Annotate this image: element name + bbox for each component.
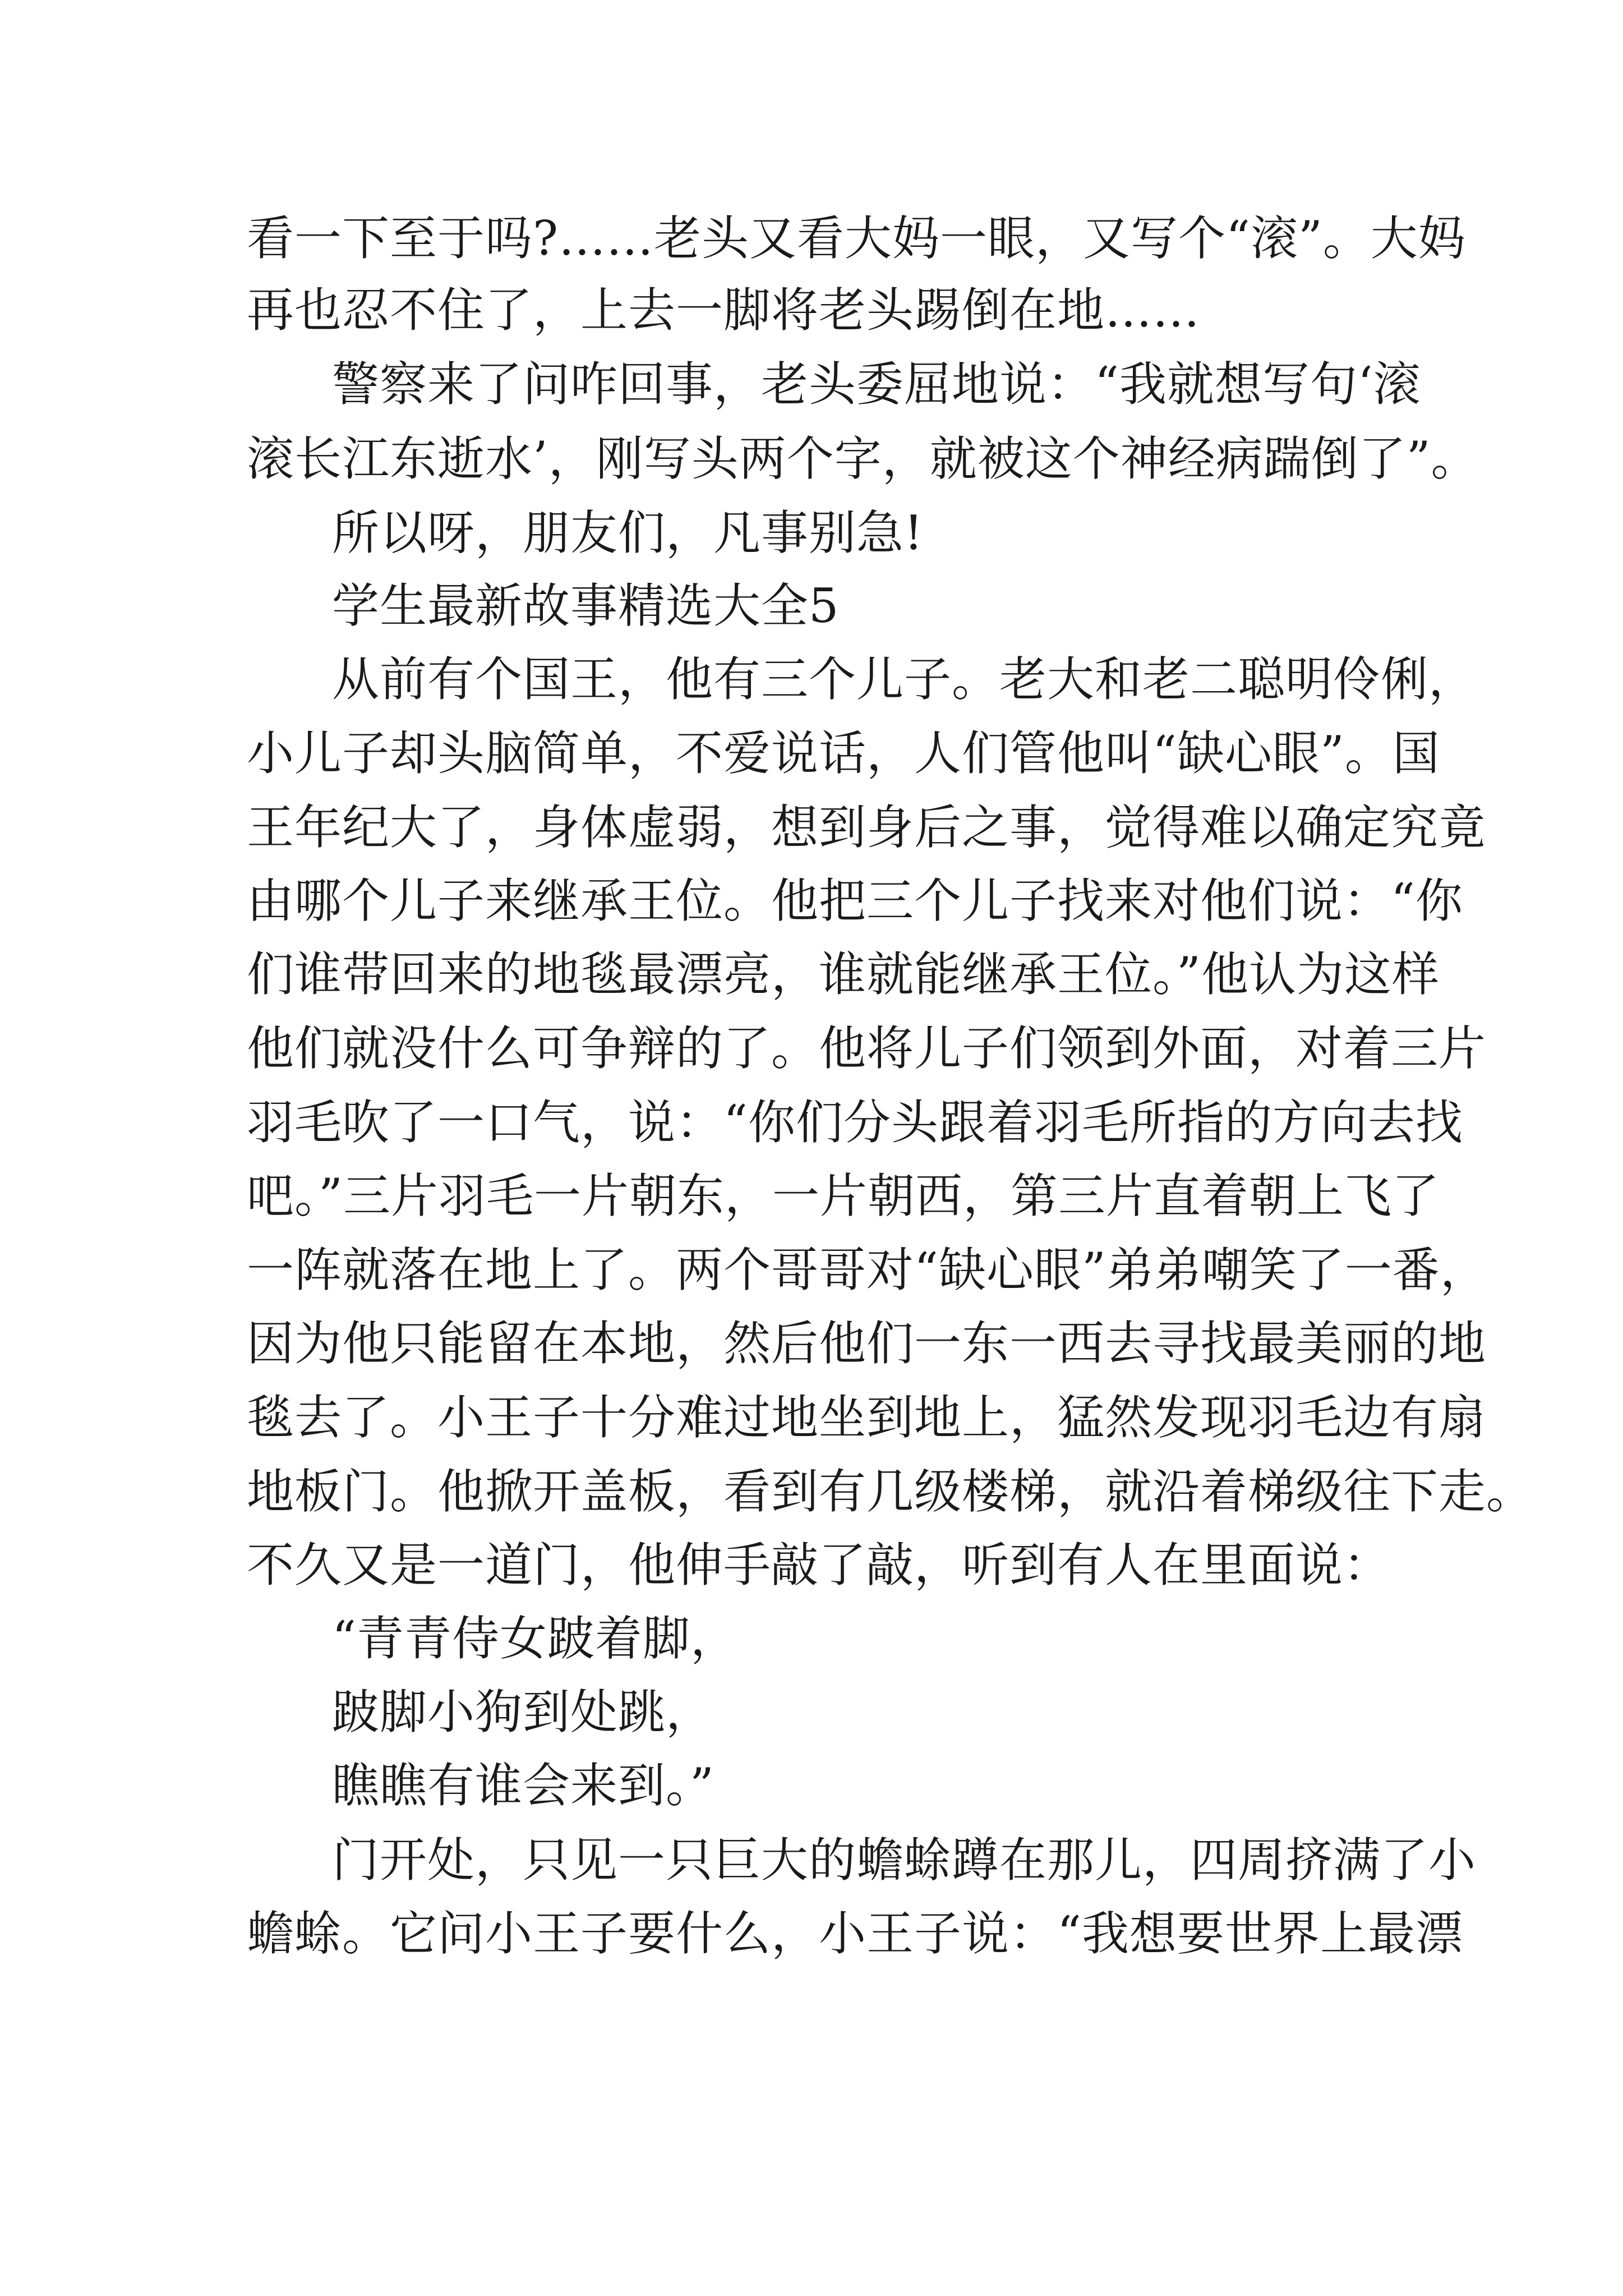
text-line: 小儿子却头脑简单，不爱说话，人们管他叫“缺心眼”。国 <box>247 726 1440 781</box>
text-line: 羽毛吹了一口气，说：“你们分头跟着羽毛所指的方向去找 <box>247 1095 1463 1150</box>
text-line: 再也忍不住了，上去一脚将老头踢倒在地…… <box>247 283 1201 338</box>
verse-line: 跛脚小狗到处跳， <box>332 1685 714 1740</box>
text-line: 门开处，只见一只巨大的蟾蜍蹲在那儿，四周挤满了小 <box>332 1833 1477 1888</box>
text-line: 滚长江东逝水’，刚写头两个字，就被这个神经病踹倒了”。 <box>247 431 1479 486</box>
text-line: 不久又是一道门，他伸手敲了敲，听到有人在里面说： <box>247 1538 1391 1593</box>
text-line: 因为他只能留在本地，然后他们一东一西去寻找最美丽的地 <box>247 1316 1487 1371</box>
text-line: 所以呀，朋友们，凡事别急! <box>332 505 924 560</box>
text-line: 们谁带回来的地毯最漂亮，谁就能继承王位。”他认为这样 <box>247 947 1440 1002</box>
section-heading: 学生最新故事精选大全5 <box>332 578 840 633</box>
text-line: 王年纪大了，身体虚弱，想到身后之事，觉得难以确定究竟 <box>247 800 1487 855</box>
verse-line: “青青侍女跛着脚， <box>332 1611 738 1666</box>
text-line: 地板门。他掀开盖板，看到有几级楼梯，就沿着梯级往下走。 <box>247 1464 1534 1519</box>
text-line: 蟾蜍。它问小王子要什么，小王子说：“我想要世界上最漂 <box>247 1906 1463 1961</box>
verse-line: 瞧瞧有谁会来到。” <box>332 1758 714 1813</box>
text-line: 看一下至于吗?……老头又看大妈一眼，又写个“滚”。大妈 <box>247 211 1466 266</box>
text-line: 由哪个儿子来继承王位。他把三个儿子找来对他们说：“你 <box>247 873 1463 928</box>
text-line: 他们就没什么可争辩的了。他将儿子们领到外面，对着三片 <box>247 1021 1487 1076</box>
text-line: 警察来了问咋回事，老头委屈地说：“我就想写句‘滚 <box>332 357 1421 412</box>
text-line: 吧。”三片羽毛一片朝东，一片朝西，第三片直着朝上飞了 <box>247 1168 1440 1223</box>
text-line: 从前有个国王，他有三个儿子。老大和老二聪明伶俐， <box>332 652 1477 707</box>
text-line: 毯去了。小王子十分难过地坐到地上，猛然发现羽毛边有扇 <box>247 1390 1487 1445</box>
text-line: 一阵就落在地上了。两个哥哥对“缺心眼”弟弟嘲笑了一番， <box>247 1243 1488 1297</box>
